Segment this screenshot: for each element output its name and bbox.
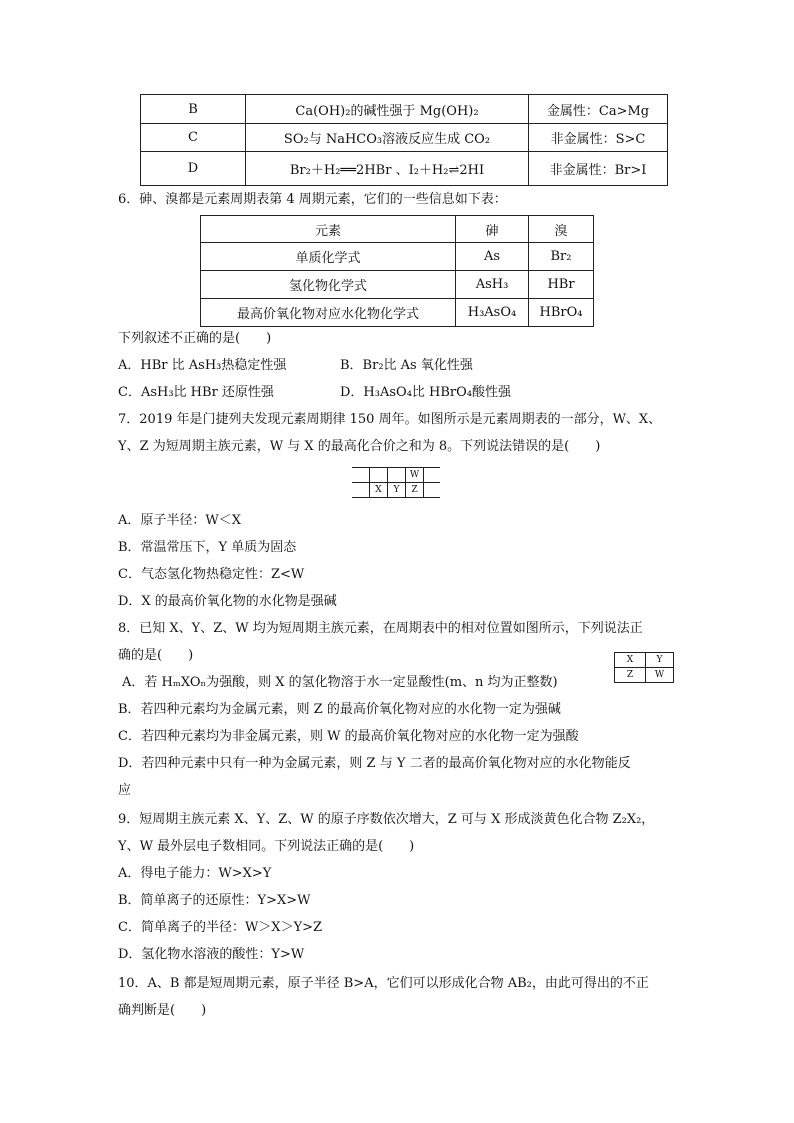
- grid-cell: [424, 468, 441, 483]
- grid-cell: Y: [646, 653, 674, 668]
- q6-option-d: D．H₃AsO₄比 HBrO₄酸性强: [340, 385, 512, 400]
- table-cell: D: [141, 152, 246, 186]
- table-row: [615, 653, 674, 668]
- q7-option-b: B．常温常压下，Y 单质为固态: [118, 540, 297, 555]
- table-cell: 单质化学式: [201, 243, 456, 271]
- q7-option-c: C．气态氢化物热稳定性：Z<W: [118, 567, 305, 582]
- table-row: [352, 483, 440, 498]
- q6-table: [200, 215, 594, 327]
- table-cell: 最高价氧化物对应水化物化学式: [201, 299, 456, 327]
- q6-option-b: B．Br₂比 As 氧化性强: [340, 358, 473, 373]
- table-cell: As: [456, 243, 529, 271]
- q9-option-d: D．氢化物水溶液的酸性：Y>W: [118, 947, 305, 962]
- q7-option-d: D．X 的最高价氧化物的水化物是强碱: [118, 594, 337, 609]
- q9-option-a: A．得电子能力：W>X>Y: [118, 866, 272, 881]
- grid-cell: X: [615, 653, 646, 668]
- q8-periodic-grid: [614, 652, 674, 683]
- table-cell: C: [141, 124, 246, 152]
- q8-line1: 8．已知 X、Y、Z、W 均为短周期主族元素，在周期表中的相对位置如图所示，下列说法正: [118, 621, 643, 636]
- table-cell: 砷: [456, 216, 529, 243]
- table-cell: HBrO₄: [529, 299, 594, 327]
- q8-option-c: C．若四种元素均为非金属元素，则 W 的最高价氧化物对应的水化物一定为强酸: [118, 729, 579, 744]
- q8-option-d-line2: 应: [118, 783, 132, 798]
- q8-option-d-line1: D．若四种元素中只有一种为金属元素，则 Z 与 Y 二者的最高价氧化物对应的水化物能反: [118, 756, 631, 771]
- q8-line2: 确的是( ): [118, 648, 194, 663]
- table-cell: HBr: [529, 271, 594, 299]
- q5-table: [140, 94, 668, 186]
- grid-cell: [352, 468, 370, 483]
- table-cell: Br₂: [529, 243, 594, 271]
- table-row: [201, 216, 594, 243]
- q9-line2: Y、W 最外层电子数相同。下列说法正确的是( ): [118, 839, 415, 854]
- table-row: [201, 271, 594, 299]
- q10-line2: 确判断是( ): [118, 1003, 207, 1018]
- table-row: [141, 95, 668, 124]
- table-cell: Ca(OH)₂的碱性强于 Mg(OH)₂: [246, 95, 529, 124]
- table-cell: 元素: [201, 216, 456, 243]
- grid-cell: Z: [406, 483, 424, 498]
- grid-cell: Z: [615, 668, 646, 683]
- q7-line1: 7．2019 年是门捷列夫发现元素周期律 150 周年。如图所示是元素周期表的一部分，W、X、: [118, 412, 662, 427]
- table-cell: 非金属性：Br>I: [529, 152, 668, 186]
- q7-option-a: A．原子半径：W＜X: [118, 513, 242, 528]
- table-cell: B: [141, 95, 246, 124]
- q9-line1: 9．短周期主族元素 X、Y、Z、W 的原子序数依次增大，Z 可与 X 形成淡黄色化合物 Z₂X₂，: [118, 812, 655, 827]
- q8-option-a: A．若 HₘXOₙ为强酸，则 X 的氢化物溶于水一定显酸性(m、n 均为正整数): [122, 675, 558, 690]
- table-cell: 非金属性：S>C: [529, 124, 668, 152]
- table-cell: 金属性：Ca>Mg: [529, 95, 668, 124]
- table-row: [352, 468, 440, 483]
- table-cell: 氢化物化学式: [201, 271, 456, 299]
- q8-option-b: B．若四种元素均为金属元素，则 Z 的最高价氧化物对应的水化物一定为强碱: [118, 702, 561, 717]
- grid-cell: [352, 483, 370, 498]
- grid-cell: W: [406, 468, 424, 483]
- q6-stem: 6．砷、溴都是元素周期表第 4 周期元素，它们的一些信息如下表：: [118, 192, 507, 207]
- q6-question: 下列叙述不正确的是( ): [118, 331, 272, 346]
- table-cell: SO₂与 NaHCO₃溶液反应生成 CO₂: [246, 124, 529, 152]
- grid-cell: X: [370, 483, 388, 498]
- grid-cell: [424, 483, 441, 498]
- table-row: [201, 243, 594, 271]
- table-row: [141, 152, 668, 186]
- q9-option-c: C．简单离子的半径：W＞X＞Y>Z: [118, 920, 323, 935]
- q10-line1: 10．A、B 都是短周期元素，原子半径 B>A，它们可以形成化合物 AB₂，由此可得出的不正: [118, 976, 649, 991]
- q6-option-a: A．HBr 比 AsH₃热稳定性强: [118, 358, 287, 373]
- q9-option-b: B．简单离子的还原性：Y>X>W: [118, 893, 311, 908]
- grid-cell: [370, 468, 388, 483]
- grid-cell: Y: [388, 483, 406, 498]
- table-cell: Br₂＋H₂══2HBr 、I₂＋H₂⇌2HI: [246, 152, 529, 186]
- grid-cell: [388, 468, 406, 483]
- table-cell: AsH₃: [456, 271, 529, 299]
- table-row: [201, 299, 594, 327]
- table-row: [141, 124, 668, 152]
- table-row: [615, 668, 674, 683]
- table-cell: 溴: [529, 216, 594, 243]
- table-cell: H₃AsO₄: [456, 299, 529, 327]
- grid-cell: W: [646, 668, 674, 683]
- q7-periodic-grid: [352, 467, 440, 498]
- q7-line2: Y、Z 为短周期主族元素，W 与 X 的最高化合价之和为 8。下列说法错误的是( ): [118, 439, 601, 454]
- q6-option-c: C．AsH₃比 HBr 还原性强: [118, 385, 274, 400]
